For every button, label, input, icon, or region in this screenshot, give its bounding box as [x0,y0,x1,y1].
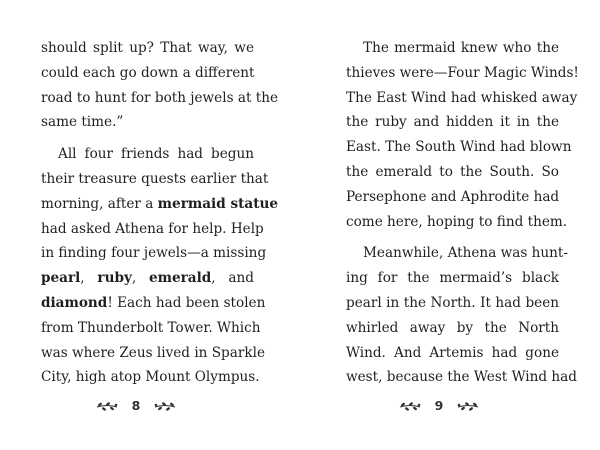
bold-keyword: mermaid statue [157,195,279,212]
paragraph-gap [346,234,559,241]
text-segment: had asked Athena for help. Help [41,220,264,237]
text-segment: west, because the West Wind had [346,369,577,386]
text-line [346,185,559,210]
text-segment: could each go down a different [41,64,255,81]
laurel-vine-icon [398,401,422,413]
text-segment: in finding four jewels—a missing [41,245,267,262]
text-segment: thieves were—Four Magic Winds! [346,64,579,81]
page-right-folio [289,398,589,413]
text-segment: should split up? That way, we [41,40,254,56]
page-left-text [41,36,279,390]
text-line [41,241,267,266]
text-line [346,365,577,390]
text-line [346,135,572,160]
text-segment: morning, after a [41,195,158,212]
text-segment: Meanwhile, Athena was hunt- [363,245,568,262]
text-segment: All four friends had begun [58,146,254,163]
text-line [346,316,559,341]
text-segment: , [80,270,98,287]
text-line [346,160,559,185]
text-line [41,217,264,242]
text-segment: , and [211,270,254,287]
bold-keyword: diamond [41,294,108,311]
laurel-vine-icon [153,401,177,413]
text-segment: the emerald to the South. So [346,163,559,180]
text-line [346,86,578,111]
text-segment: East. The South Wind had blown [346,139,572,156]
text-line [346,210,568,235]
bold-keyword: emerald [148,270,212,287]
text-segment: was where Zeus lived in Sparkle [41,344,265,361]
text-segment: road to hunt for both jewels at the [41,89,279,106]
text-line [41,291,266,316]
text-line [346,36,559,61]
text-segment: their treasure quests earlier that [41,170,269,187]
page-number: 9 [434,398,444,413]
page-right [300,0,600,450]
text-line [41,365,260,390]
laurel-vine-icon [95,401,119,413]
bold-keyword: pearl [41,270,81,287]
text-segment: same time.” [41,114,124,131]
bold-keyword: ruby [97,270,132,287]
text-line [41,341,265,366]
text-segment: Persephone and Aphrodite had [346,188,560,205]
text-line [346,341,559,366]
page-number: 8 [131,398,141,413]
text-line [41,192,279,217]
text-line [346,61,579,86]
text-line [41,86,279,111]
text-segment: ! Each had been stolen [107,294,266,311]
text-line [41,316,261,341]
text-segment: Wind. And Artemis had gone [346,344,559,361]
page-right-text [346,36,579,390]
text-line [41,36,254,61]
page-left-folio [0,398,286,413]
text-segment: from Thunderbolt Tower. Which [41,319,261,336]
laurel-vine-icon [456,401,480,413]
text-segment: whirled away by the North [346,319,559,336]
text-line [346,291,559,316]
text-line [41,110,254,135]
paragraph-gap [41,135,254,142]
text-segment: come here, hoping to find them. [346,213,568,230]
text-line [41,61,254,86]
text-segment: ing for the mermaid’s black [346,270,559,287]
text-segment: The mermaid knew who the [363,40,559,56]
text-segment: pearl in the North. It had been [346,294,559,311]
text-line [346,110,559,135]
text-line [41,167,269,192]
text-segment: the ruby and hidden it in the [346,114,559,131]
text-line [346,266,559,291]
text-line [41,142,254,167]
text-line [41,266,254,291]
text-segment: , [131,270,149,287]
text-line [346,241,568,266]
text-segment: City, high atop Mount Olympus. [41,369,260,386]
text-segment: The East Wind had whisked away [346,89,578,106]
